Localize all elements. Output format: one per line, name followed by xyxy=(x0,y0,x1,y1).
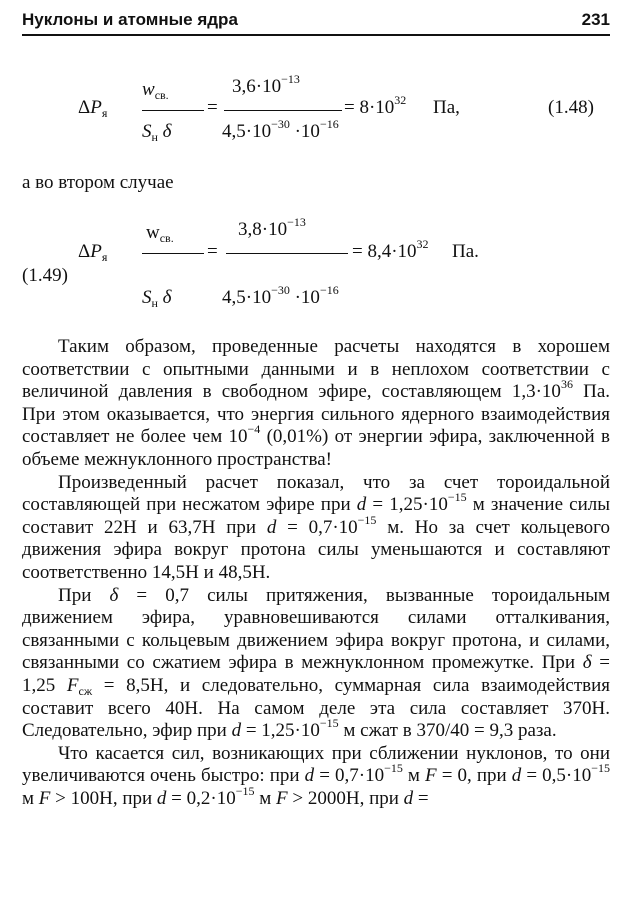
paragraph-1: Таким образом, проведенные расчеты находятся в хорошем соответствии с опытными данными и в неплохом соответствии с величиной давления в свободном эфире, составляющем $1,3\cdot 10^{36}$ Па. При этом оказывается, что энергия сильного ядерного взаимодействия составляет не более чем $10^{-4}$ (0,01%) от энергии эфира, заключенной в объеме межнуклонного пространства! xyxy=(22,336,610,470)
eq148-numerator: $w_{св.}$ xyxy=(142,79,169,102)
paragraph-3: При δ = 0,7 силы притяжения, вызванные тороидальным движением эфира, уравновешиваются силами отталкивания, связанными с кольцевым движением эфира вокруг протона, и силами, связанными со сжатием эфира в межнуклонном промежутке. При δ = 1,25 $F_{сж} = 8,5Н$, и следовательно, суммарная сила взаимодействия составит всего 40Н. На самом деле эта сила составляет 370Н. Следовательно, эфир при $d = 1,25\cdot 10^{-15}$ м сжат в 370/40 = 9,3 раза. xyxy=(22,584,611,742)
eq149-mid-numerator: $3,8\cdot 10^{-13}$ xyxy=(238,215,306,240)
eq149-fraction-bar-2 xyxy=(226,253,348,254)
paragraph-2: Произведенный расчет показал, что за счет тороидальной составляющей при несжатом эфире при $d = 1,25\cdot 10^{-15}$ м значение силы составит 22Н и 63,7Н при $d = 0,7\cdot 10^{-15}$ м. Но за счет кольцевого движения эфира вокруг протона силы уменьшаются и составляют соответственно 14,5Н и 48,5Н. xyxy=(22,471,611,583)
eq148-result: = $8\cdot 10^{32}$ xyxy=(344,93,407,118)
eq149-unit: Па. xyxy=(452,241,479,262)
eq149-numerator: $w_{св.}$ xyxy=(146,222,174,245)
eq148-lhs: $\Delta P_я$ xyxy=(78,97,108,120)
eq149-number: (1.49) xyxy=(22,265,68,286)
eq149-equals: = xyxy=(207,241,218,262)
header-rule xyxy=(22,34,610,36)
body-text xyxy=(22,336,610,810)
running-title: Нуклоны и атомные ядра xyxy=(22,10,238,29)
eq148-mid-denominator: $4,5\cdot 10^{-30} \cdot 10^{-16}$ xyxy=(222,117,339,142)
between-text: а во втором случае xyxy=(22,172,174,193)
eq148-denominator: $S_н$ δ xyxy=(142,121,172,144)
page-number: 231 xyxy=(581,10,610,29)
eq148-fraction-bar-1 xyxy=(142,110,204,111)
eq148-unit: Па, xyxy=(433,97,460,118)
eq148-number: (1.48) xyxy=(548,97,594,118)
eq149-result: = $8,4\cdot 10^{32}$ xyxy=(352,237,429,262)
eq149-lhs: $\Delta P_я$ xyxy=(78,241,108,264)
eq149-denominator: $S_н$ δ xyxy=(142,287,172,310)
paragraph-4: Что касается сил, возникающих при сближении нуклонов, то они увеличиваются очень быстро: при $d = 0,7\cdot 10^{-15}$ м F = 0, при $d = 0,5\cdot 10^{-15}$ м F > 100Н, при $d = 0,2\cdot 10^{-15}$ м F > 2000Н, при d = xyxy=(22,742,610,809)
eq148-mid-numerator: $3,6\cdot 10^{-13}$ xyxy=(232,72,300,97)
eq149-mid-denominator: $4,5\cdot 10^{-30} \cdot 10^{-16}$ xyxy=(222,283,339,308)
eq149-fraction-bar-1 xyxy=(142,253,204,254)
eq148-fraction-bar-2 xyxy=(224,110,342,111)
eq148-equals: = xyxy=(207,97,218,118)
running-header xyxy=(22,8,610,34)
